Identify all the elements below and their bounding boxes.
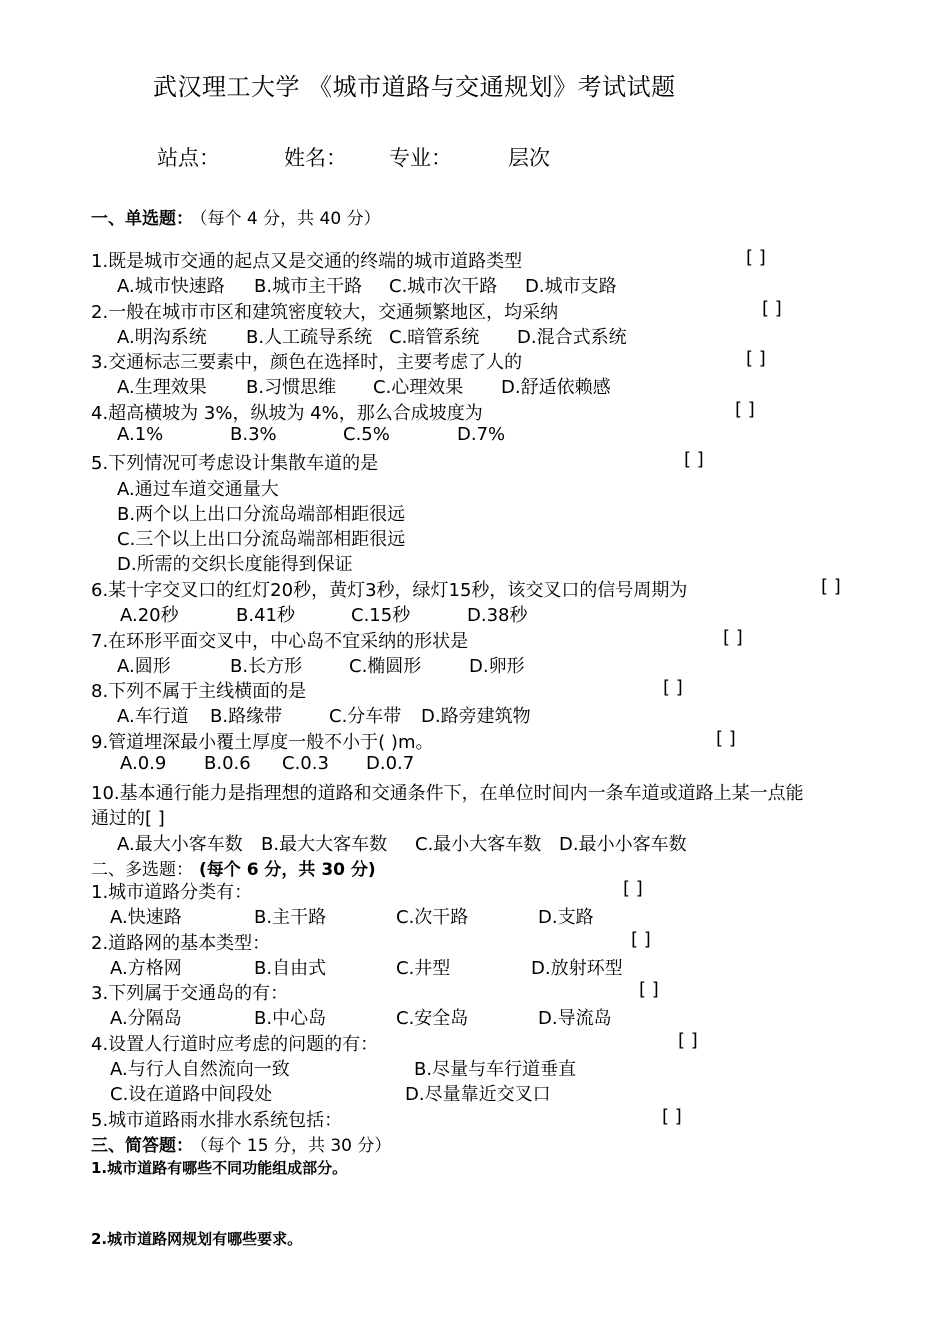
question-text: 2.道路网的基本类型： bbox=[91, 933, 271, 954]
answer-bracket: [ ] bbox=[623, 878, 643, 899]
option-c: C.三个以上出口分流岛端部相距很远 bbox=[117, 529, 406, 550]
option-b: B.自由式 bbox=[254, 958, 327, 979]
question-text: 3.交通标志三要素中，颜色在选择时，主要考虑了人的 bbox=[91, 352, 523, 373]
option-a: A.明沟系统 bbox=[117, 327, 207, 348]
option-b: B.3% bbox=[230, 424, 277, 445]
option-a: A.与行人自然流向一致 bbox=[110, 1059, 290, 1080]
answer-bracket: [ ] bbox=[631, 929, 651, 950]
answer-bracket: [ ] bbox=[821, 576, 841, 597]
option-c: C.心理效果 bbox=[373, 377, 464, 398]
option-c: C.暗管系统 bbox=[389, 327, 480, 348]
option-a: A.通过车道交通量大 bbox=[117, 479, 279, 500]
option-d: D.导流岛 bbox=[538, 1008, 612, 1029]
option-b: B.0.6 bbox=[204, 753, 251, 774]
section2-heading bbox=[91, 855, 376, 880]
option-c: C.分车带 bbox=[329, 706, 402, 727]
option-a: A.分隔岛 bbox=[110, 1008, 182, 1029]
option-d: D.路旁建筑物 bbox=[421, 706, 531, 727]
option-b: B.主干路 bbox=[254, 907, 327, 928]
answer-bracket: [ ] bbox=[639, 979, 659, 1000]
option-d: D.7% bbox=[457, 424, 506, 445]
option-a: A.1% bbox=[117, 424, 164, 445]
option-d: D.尽量靠近交叉口 bbox=[405, 1084, 551, 1105]
option-c: C.5% bbox=[343, 424, 390, 445]
question-text: 1.既是城市交通的起点又是交通的终端的城市道路类型 bbox=[91, 251, 523, 272]
option-d: D.最小小客车数 bbox=[559, 834, 687, 855]
option-b: B.习惯思维 bbox=[246, 377, 337, 398]
option-b: B.城市主干路 bbox=[254, 276, 363, 297]
field-major-label: 专业： bbox=[389, 146, 452, 170]
answer-bracket: [ ] bbox=[716, 728, 736, 749]
answer-bracket: [ ] bbox=[762, 298, 782, 319]
question-text: 7.在环形平面交叉中，中心岛不宜采纳的形状是 bbox=[91, 631, 469, 652]
option-c: C.井型 bbox=[396, 958, 451, 979]
section3-note: （每个 15 分，共 30 分） bbox=[199, 1136, 392, 1156]
option-d: D.舒适依赖感 bbox=[501, 377, 611, 398]
option-c: C.最小大客车数 bbox=[415, 834, 542, 855]
section2-note: (每个 6 分，共 30 分) bbox=[199, 860, 376, 880]
answer-bracket: [ ] bbox=[662, 1106, 682, 1127]
option-b: B.中心岛 bbox=[254, 1008, 327, 1029]
option-c: C.椭圆形 bbox=[349, 656, 422, 677]
question-text: 5.下列情况可考虑设计集散车道的是 bbox=[91, 453, 379, 474]
option-d: D.卵形 bbox=[469, 656, 525, 677]
answer-bracket: [ ] bbox=[723, 627, 743, 648]
answer-bracket: [ ] bbox=[663, 677, 683, 698]
option-d: D.0.7 bbox=[366, 753, 415, 774]
question-text-continued: 通过的[ ] bbox=[91, 808, 165, 829]
option-d: D.混合式系统 bbox=[517, 327, 627, 348]
answer-bracket: [ ] bbox=[735, 399, 755, 420]
option-b: B.人工疏导系统 bbox=[246, 327, 373, 348]
question-text: 3.下列属于交通岛的有： bbox=[91, 983, 289, 1004]
option-a: A.生理效果 bbox=[117, 377, 207, 398]
question-text: 5.城市道路雨水排水系统包括： bbox=[91, 1110, 343, 1131]
option-d: D.城市支路 bbox=[525, 276, 617, 297]
option-b: B.最大大客车数 bbox=[261, 834, 388, 855]
option-c: C.0.3 bbox=[282, 753, 329, 774]
short-answer-question: 1.城市道路有哪些不同功能组成部分。 bbox=[91, 1159, 348, 1177]
option-d: D.38秒 bbox=[467, 605, 528, 626]
answer-bracket: [ ] bbox=[684, 449, 704, 470]
option-a: A.车行道 bbox=[117, 706, 189, 727]
exam-title: 武汉理工大学 《城市道路与交通规划》考试试题 bbox=[153, 73, 676, 101]
option-d: D.所需的交织长度能得到保证 bbox=[117, 554, 353, 575]
field-site-label: 站点： bbox=[157, 146, 220, 170]
option-c: C.安全岛 bbox=[396, 1008, 469, 1029]
question-text: 4.设置人行道时应考虑的问题的有： bbox=[91, 1034, 379, 1055]
option-a: A.城市快速路 bbox=[117, 276, 225, 297]
question-text: 9.管道埋深最小覆土厚度一般不小于( )m。 bbox=[91, 732, 434, 753]
option-b: B.长方形 bbox=[230, 656, 303, 677]
option-b: B.尽量与车行道垂直 bbox=[414, 1059, 577, 1080]
question-text: 4.超高横坡为 3%，纵坡为 4%，那么合成坡度为 bbox=[91, 403, 483, 424]
option-d: D.支路 bbox=[538, 907, 594, 928]
answer-bracket: [ ] bbox=[746, 247, 766, 268]
option-c: C.15秒 bbox=[351, 605, 411, 626]
question-text: 10.基本通行能力是指理想的道路和交通条件下，在单位时间内一条车道或道路上某一点能 bbox=[91, 783, 804, 804]
short-answer-question: 2.城市道路网规划有哪些要求。 bbox=[91, 1230, 303, 1248]
answer-bracket: [ ] bbox=[678, 1030, 698, 1051]
option-a: A.20秒 bbox=[120, 605, 179, 626]
question-text: 2.一般在城市市区和建筑密度较大，交通频繁地区，均采纳 bbox=[91, 302, 559, 323]
option-d: D.放射环型 bbox=[531, 958, 623, 979]
option-b: B.41秒 bbox=[236, 605, 295, 626]
section3-title: 三、简答题： bbox=[91, 1136, 193, 1156]
option-b: B.路缘带 bbox=[210, 706, 283, 727]
answer-bracket: [ ] bbox=[746, 348, 766, 369]
question-text: 1.城市道路分类有： bbox=[91, 882, 253, 903]
section1-title: 一、单选题： bbox=[91, 209, 193, 229]
option-a: A.方格网 bbox=[110, 958, 182, 979]
option-a: A.0.9 bbox=[120, 753, 167, 774]
option-b: B.两个以上出口分流岛端部相距很远 bbox=[117, 504, 406, 525]
option-c: C.次干路 bbox=[396, 907, 469, 928]
section2-title: 二、多选题： bbox=[91, 860, 193, 880]
option-a: A.最大小客车数 bbox=[117, 834, 243, 855]
field-name-label: 姓名： bbox=[284, 146, 347, 170]
field-level-label: 层次 bbox=[508, 146, 550, 170]
section3-heading bbox=[91, 1131, 391, 1156]
option-a: A.圆形 bbox=[117, 656, 171, 677]
section1-heading bbox=[91, 204, 381, 229]
option-a: A.快速路 bbox=[110, 907, 182, 928]
section1-note: （每个 4 分，共 40 分） bbox=[199, 209, 381, 229]
question-text: 6.某十字交叉口的红灯20秒，黄灯3秒，绿灯15秒，该交叉口的信号周期为 bbox=[91, 580, 688, 601]
option-c: C.城市次干路 bbox=[389, 276, 498, 297]
option-c: C.设在道路中间段处 bbox=[110, 1084, 273, 1105]
question-text: 8.下列不属于主线横面的是 bbox=[91, 681, 307, 702]
